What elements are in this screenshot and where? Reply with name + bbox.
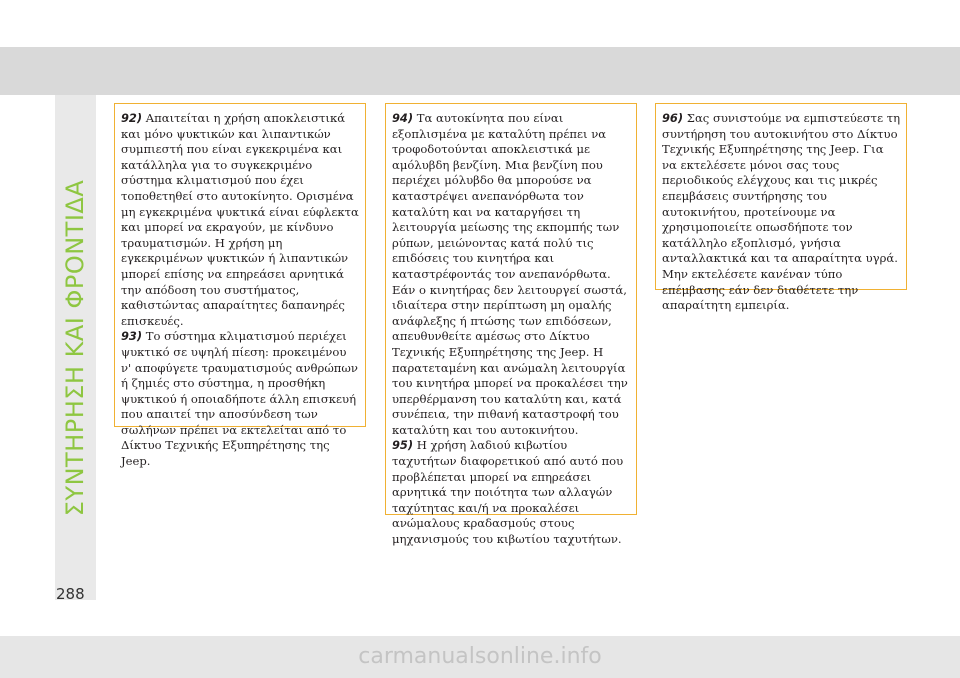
note-paragraph (662, 111, 901, 314)
page-number: 288 (56, 585, 85, 603)
note-number: 93) (121, 329, 143, 344)
note-text: Σας συνιστούμε να εμπιστεύεστε τη συντήρηση του αυτοκινήτου στο Δίκτυο Τεχνικής Εξυπηρέτησης της Jeep. Για να εκτελέσετε μόνοι σας τους περιοδικούς ελέγχους και τις μικρές επεμβάσεις συντήρησης του αυτοκινήτου, προτείνουμε να χρησιμοποιείτε οπωσδήποτε τον κατάλληλο εξοπλισμό, γνήσια ανταλλακτικά και τα απαραίτητα υγρά. Μην εκτελέσετε κανέναν τύπο επέμβασης εάν δεν διαθέτετε την απαραίτητη εμπειρία. (662, 111, 901, 313)
note-box-3 (655, 103, 907, 313)
note-box-2 (385, 103, 637, 547)
watermark-bar (0, 636, 960, 678)
top-band (0, 47, 960, 95)
note-number: 94) (392, 111, 414, 125)
note-text: Η χρήση λαδιού κιβωτίου ταχυτήτων διαφορετικού από αυτό που προβλέπεται μπορεί να επηρεάσει αρνητικά την ποιότητα των αλλαγών ταχύτητας και/ή να προκαλέσει ανώμαλους κραδασμούς στους μηχανισμούς του κιβωτίου ταχυτήτων. (392, 438, 624, 547)
watermark-text: carmanualsonline.info (358, 644, 602, 669)
note-paragraph (121, 111, 360, 329)
note-text: Τα αυτοκίνητα που είναι εξοπλισμένα με καταλύτη πρέπει να τροφοδοτούνται αποκλειστικά με αμόλυβδη βενζίνη. Μια βενζίνη που περιέχει μόλυβδο θα μπορούσε να καταστρέψει ανεπανόρθωτα τον καταλύτη και να καταργήσει τη λειτουργία μείωσης της εκπομπής των ρύπων, μειώνοντας κατά πολύ τις επιδόσεις του κινητήρα και καταστρέφοντάς τον ανεπανόρθωτα. Εάν ο κινητήρας δεν λειτουργεί σωστά, ιδιαίτερα στην περίπτωση μη ομαλής ανάφλεξης ή πτώσης των επιδόσεων, απευθυνθείτε αμέσως στο Δίκτυο Τεχνικής Εξυπηρέτησης της Jeep. Η παρατεταμένη και ανώμαλη λειτουργία του κινητήρα μπορεί να προκαλέσει την υπερθέρμανση του καταλύτη και, κατά συνέπεια, την πιθανή καταστροφή του καταλύτη και του αυτοκινήτου. (392, 111, 628, 437)
note-number: 96) (662, 111, 684, 125)
note-text: Το σύστημα κλιματισμού περιέχει ψυκτικό σε υψηλή πίεση: προκειμένου ν' αποφύγετε τραυματισμούς ανθρώπων ή ζημιές στο σύστημα, η προσθήκη ψυκτικού ή οποιαδήποτε άλλη επισκευή που απαιτεί την αποσύνδεση των σωλήνων πρέπει να εκτελείται από το Δίκτυο Τεχνικής Εξυπηρέτησης της Jeep. (121, 329, 358, 469)
note-number: 95) (392, 438, 414, 453)
note-text: Απαιτείται η χρήση αποκλειστικά και μόνο ψυκτικών και λιπαντικών συμπιεστή που είναι εγκεκριμένα και κατάλληλα για το συγκεκριμένο σύστημα κλιματισμού που έχει τοποθετηθεί στο αυτοκίνητο. Ορισμένα μη εγκεκριμένα ψυκτικά είναι εύφλεκτα και μπορεί να εκραγούν, με κίνδυνο τραυματισμών. Η χρήση μη εγκεκριμένων ψυκτικών ή λιπαντικών μπορεί επίσης να επηρεάσει αρνητικά την απόδοση του συστήματος, καθιστώντας απαραίτητες δαπανηρές επισκευές. (121, 111, 359, 328)
note-box-1 (114, 103, 366, 469)
section-title: ΣΥΝΤΗΡΗΣΗ ΚΑΙ ΦΡΟΝΤΙΔΑ (61, 179, 89, 517)
note-paragraph (121, 329, 360, 469)
note-number: 92) (121, 111, 143, 125)
note-paragraph (392, 438, 631, 547)
note-paragraph (392, 111, 631, 438)
